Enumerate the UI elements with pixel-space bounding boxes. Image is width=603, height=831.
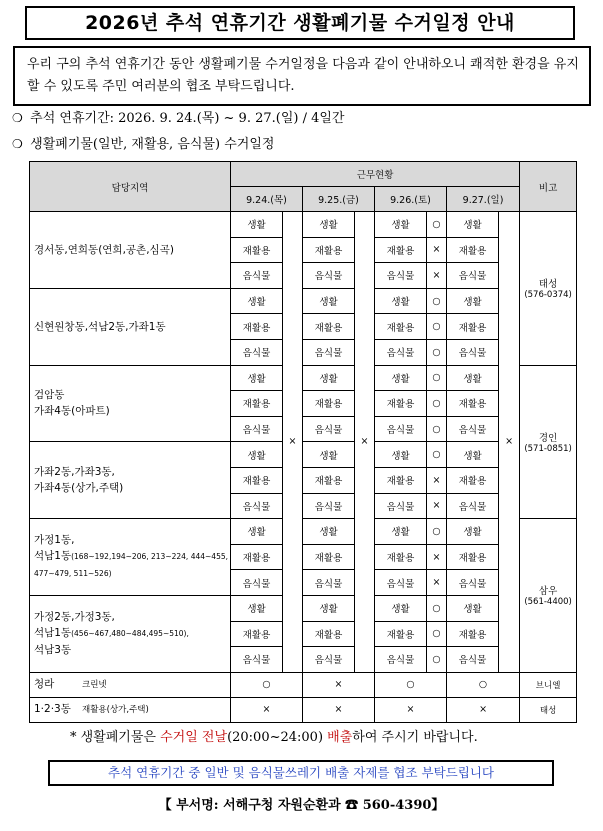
mark-cell: ○ [231,672,303,697]
holiday-period-text: 추석 연휴기간: 2026. 9. 24.(목) ~ 9. 27.(일) / 4일간 [30,111,345,126]
waste-type-cell: 생활 [231,442,283,468]
waste-type-cell: 재활용 [375,314,427,340]
waste-type-cell: 음식물 [231,416,283,442]
waste-type-cell: 음식물 [303,263,355,289]
waste-type-cell: 음식물 [303,416,355,442]
waste-type-cell: 음식물 [303,647,355,673]
waste-type-cell: 음식물 [231,570,283,596]
mark-cell: ○ [427,314,447,340]
mark-cell: × [427,570,447,596]
header-date: 9.27.(일) [447,187,520,212]
table-row [30,595,577,621]
waste-type-cell: 음식물 [303,493,355,519]
waste-type-cell: 생활 [375,442,427,468]
mark-cell: ○ [427,339,447,365]
contractor-note: 경인 (571-0851) [520,365,577,519]
waste-type-cell: 음식물 [303,339,355,365]
waste-type-cell: 재활용 [231,314,283,340]
waste-type-cell: 재활용 [303,544,355,570]
page-title: 2026년 추석 연휴기간 생활폐기물 수거일정 안내 [25,6,575,40]
area-cell: 가좌2동,가좌3동, 가좌4동(상가,주택) [30,442,231,519]
waste-type-cell: 생활 [303,595,355,621]
waste-type-cell: 음식물 [447,493,499,519]
disposal-note: * 생활폐기물은 수거일 전날(20:00~24:00) 배출하여 주시기 바랍니다. [70,730,478,745]
note-highlight: 수거일 전날 [160,730,228,745]
waste-type-cell: 생활 [303,442,355,468]
mark-cell: × [427,544,447,570]
mark-cell: × [427,237,447,263]
waste-type-cell: 재활용 [447,314,499,340]
mark-cell: × [355,212,375,673]
waste-type-cell: 재활용 [231,621,283,647]
mark-cell: ○ [427,519,447,545]
waste-type-cell: 생활 [231,365,283,391]
waste-type-cell: 음식물 [447,570,499,596]
waste-type-cell: 생활 [375,365,427,391]
mark-cell: × [427,493,447,519]
waste-type-cell: 음식물 [375,416,427,442]
waste-type-cell: 재활용 [375,391,427,417]
holiday-period [12,108,345,128]
circle-bullet-icon: ❍ [12,137,23,151]
waste-type-cell: 음식물 [447,339,499,365]
waste-type-cell: 재활용 [303,314,355,340]
waste-type-cell: 생활 [375,519,427,545]
table-row [30,519,577,545]
table-row [30,697,577,722]
mark-cell: ○ [447,672,520,697]
contractor-note: 브니엘 [520,672,577,697]
area-cell: 가정1동, 석남1동(168~192,194~206, 213~224, 444~455, 477~479, 511~526) [30,519,231,596]
waste-type-cell: 음식물 [447,263,499,289]
schedule-heading [12,134,274,154]
waste-type-cell: 재활용 [447,237,499,263]
waste-type-cell: 재활용 [375,237,427,263]
waste-type-cell: 음식물 [231,647,283,673]
mark-cell: × [427,263,447,289]
waste-type-cell: 생활 [447,212,499,238]
area-cell: 가정2동,가정3동, 석남1동(456~467,480~484,495~510), 석남3동 [30,595,231,672]
waste-type-cell: 생활 [375,288,427,314]
header-date: 9.26.(토) [375,187,447,212]
schedule-heading-text: 생활폐기물(일반, 재활용, 음식물) 수거일정 [30,137,275,152]
waste-type-cell: 생활 [447,519,499,545]
circle-bullet-icon: ❍ [12,111,23,125]
cooperation-notice: 추석 연휴기간 중 일반 및 음식물쓰레기 배출 자제를 협조 부탁드립니다 [48,760,554,786]
header-area: 담당지역 [30,162,231,212]
waste-type-cell: 음식물 [303,570,355,596]
mark-cell: × [427,467,447,493]
department-contact: 【 부서명: 서해구청 자원순환과 ☎ 560-4390】 [158,798,445,813]
mark-cell: × [303,697,375,722]
mark-cell: ○ [427,288,447,314]
intro-text: 우리 구의 추석 연휴기간 동안 생활폐기물 수거일정을 다음과 같이 안내하오니 쾌적한 환경을 유지할 수 있도록 주민 여러분의 협조 부탁드립니다. [13,46,591,106]
table-row [30,288,577,314]
waste-type-cell: 생활 [231,595,283,621]
waste-type-cell: 생활 [375,212,427,238]
waste-type-cell: 음식물 [231,339,283,365]
waste-type-cell: 음식물 [375,647,427,673]
mark-cell: × [231,697,303,722]
area-cell: 검암동 가좌4동(아파트) [30,365,231,442]
mark-cell: ○ [427,595,447,621]
area-cell: 경서동,연희동(연희,공촌,심곡) [30,212,231,289]
header-date: 9.25.(금) [303,187,375,212]
table-row [30,672,577,697]
waste-type-cell: 생활 [303,212,355,238]
contractor-note: 삼우 (561-4400) [520,519,577,673]
waste-type-cell: 재활용 [447,544,499,570]
waste-type-cell: 생활 [447,288,499,314]
waste-type-cell: 생활 [375,595,427,621]
mark-cell: ○ [427,212,447,238]
waste-type-cell: 생활 [447,442,499,468]
header-date: 9.24.(목) [231,187,303,212]
mark-cell: × [447,697,520,722]
waste-type-cell: 음식물 [231,493,283,519]
waste-type-cell: 음식물 [447,647,499,673]
waste-type-cell: 재활용 [375,467,427,493]
waste-type-cell: 생활 [231,212,283,238]
mark-cell: × [303,672,375,697]
mark-cell: ○ [427,442,447,468]
header-note: 비고 [520,162,577,212]
mark-cell: ○ [427,416,447,442]
mark-cell: ○ [427,621,447,647]
table-row [30,212,577,238]
mark-cell: × [283,212,303,673]
table-row [30,365,577,391]
waste-type-cell: 재활용 [231,544,283,570]
waste-type-cell: 음식물 [375,339,427,365]
note-highlight: 배출 [327,730,353,745]
waste-type-cell: 음식물 [375,570,427,596]
waste-type-cell: 재활용 [303,621,355,647]
waste-type-cell: 재활용 [303,467,355,493]
waste-type-cell: 재활용 [231,237,283,263]
contractor-note: 태성 [520,697,577,722]
waste-type-cell: 생활 [447,595,499,621]
waste-type-cell: 재활용 [231,467,283,493]
header-status: 근무현황 [231,162,520,187]
mark-cell: ○ [427,391,447,417]
mark-cell: ○ [427,365,447,391]
waste-type-cell: 재활용 [375,621,427,647]
waste-type-cell: 생활 [303,365,355,391]
mark-cell: × [499,212,520,673]
mark-cell: × [375,697,447,722]
waste-type-cell: 생활 [447,365,499,391]
waste-type-cell: 음식물 [447,416,499,442]
waste-type-cell: 재활용 [303,391,355,417]
waste-type-cell: 음식물 [375,493,427,519]
waste-type-cell: 재활용 [231,391,283,417]
mark-cell: ○ [375,672,447,697]
waste-type-cell: 재활용 [375,544,427,570]
waste-type-cell: 재활용 [303,237,355,263]
schedule-table [29,161,576,716]
contractor-note: 태성 (576-0374) [520,212,577,366]
waste-type-cell: 재활용 [447,391,499,417]
waste-type-cell: 재활용 [447,467,499,493]
waste-type-cell: 재활용 [447,621,499,647]
table-row [30,442,577,468]
area-cell: 1·2·3동 재활용(상가,주택) [30,697,231,722]
waste-type-cell: 생활 [303,288,355,314]
waste-type-cell: 생활 [231,519,283,545]
area-cell: 청라 크린넷 [30,672,231,697]
waste-type-cell: 음식물 [375,263,427,289]
waste-type-cell: 음식물 [231,263,283,289]
area-cell: 신현원창동,석남2동,가좌1동 [30,288,231,365]
waste-type-cell: 생활 [231,288,283,314]
waste-type-cell: 생활 [303,519,355,545]
mark-cell: ○ [427,647,447,673]
